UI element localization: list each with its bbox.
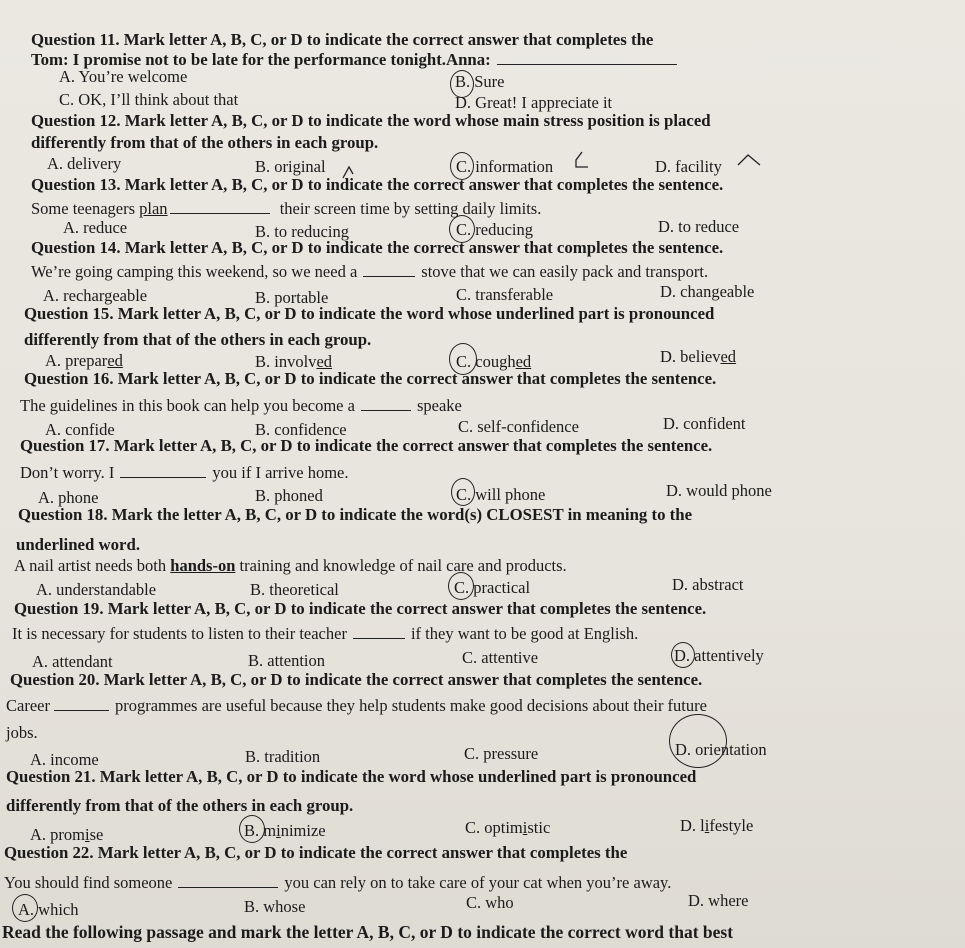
q19-header: Question 19. Mark letter A, B, C, or D to indicate the correct answer that completes the sentence. [14, 599, 707, 618]
q16-option-b[interactable]: B. confidence [255, 420, 347, 439]
q11-option-a[interactable]: A. You’re welcome [59, 67, 188, 86]
q17-option-d[interactable]: D. would phone [666, 481, 772, 500]
q17-option-a[interactable]: A. phone [38, 488, 99, 507]
q22-option-d[interactable]: D. where [688, 891, 749, 910]
q19-option-d[interactable]: D. attentively [674, 646, 764, 665]
q13-blank [170, 199, 270, 214]
q17-sentence: Don’t worry. I you if I arrive home. [20, 463, 349, 482]
q16-option-a[interactable]: A. confide [45, 420, 115, 439]
q21-option-a[interactable]: A. promise [30, 825, 104, 844]
q14-option-b[interactable]: B. portable [255, 288, 329, 307]
q20-sentence-line2: jobs. [6, 723, 38, 742]
q22-sentence: You should find someone you can rely on to take care of your cat when you’re away. [4, 873, 672, 892]
q22-option-a[interactable]: A. which [18, 900, 79, 919]
q21-option-b[interactable]: B. minimize [244, 821, 326, 840]
q21-header-line2: differently from that of the others in each group. [6, 796, 354, 815]
q16-option-c[interactable]: C. self-confidence [458, 417, 579, 436]
q11-header: Question 11. Mark letter A, B, C, or D to indicate the correct answer that completes the [31, 30, 654, 49]
q16-option-d[interactable]: D. confident [663, 414, 746, 433]
q22-header: Question 22. Mark letter A, B, C, or D to indicate the correct answer that completes the [4, 843, 628, 862]
q19-option-c[interactable]: C. attentive [462, 648, 539, 667]
q13-option-c[interactable]: C. reducing [456, 220, 533, 239]
q20-option-a[interactable]: A. income [30, 750, 99, 769]
q12-option-a[interactable]: A. delivery [47, 154, 122, 173]
q14-sentence: We’re going camping this weekend, so we need a stove that we can easily pack and transport. [31, 262, 709, 281]
q17-option-b[interactable]: B. phoned [255, 486, 323, 505]
q12-header-line1: Question 12. Mark letter A, B, C, or D to indicate the word whose main stress position is placed [31, 111, 711, 130]
q12-option-d[interactable]: D. facility [655, 157, 722, 176]
q20-header: Question 20. Mark letter A, B, C, or D to indicate the correct answer that completes the sentence. [10, 670, 703, 689]
q12-option-c[interactable]: C. information [456, 157, 554, 176]
q11-blank [497, 50, 677, 65]
q15-option-c[interactable]: C. coughed [456, 352, 532, 371]
q20-sentence: Career programmes are useful because they help students make good decisions about their future [6, 696, 707, 715]
q19-option-b[interactable]: B. attention [248, 651, 325, 670]
q19-blank [353, 624, 405, 639]
q17-header: Question 17. Mark letter A, B, C, or D to indicate the correct answer that completes the sentence. [20, 436, 713, 455]
q14-option-d[interactable]: D. changeable [660, 282, 755, 301]
q21-option-c[interactable]: C. optimistic [465, 818, 551, 837]
q12-header-line2: differently from that of the others in each group. [31, 133, 379, 152]
q20-blank [54, 696, 109, 711]
q18-header-line1: Question 18. Mark the letter A, B, C, or D to indicate the word(s) CLOSEST in meaning to the [18, 505, 693, 524]
q21-option-d[interactable]: D. lifestyle [680, 816, 754, 835]
q16-header: Question 16. Mark letter A, B, C, or D to indicate the correct answer that completes the sentence. [24, 369, 717, 388]
q13-option-a[interactable]: A. reduce [63, 218, 128, 237]
q22-option-c[interactable]: C. who [466, 893, 514, 912]
q15-option-d[interactable]: D. believed [660, 347, 737, 366]
q21-header-line1: Question 21. Mark letter A, B, C, or D to indicate the word whose underlined part is pronounced [6, 767, 697, 786]
q11-option-c[interactable]: C. OK, I’ll think about that [59, 90, 239, 109]
pen-mark-information [568, 150, 590, 170]
q15-option-b[interactable]: B. involved [255, 352, 333, 371]
q18-sentence: A nail artist needs both hands-on training and knowledge of nail care and products. [14, 556, 567, 575]
q22-option-b[interactable]: B. whose [244, 897, 306, 916]
q20-option-c[interactable]: C. pressure [464, 744, 539, 763]
q16-blank [361, 396, 411, 411]
q14-header: Question 14. Mark letter A, B, C, or D to indicate the correct answer that completes the sentence. [31, 238, 724, 257]
q12-option-b[interactable]: B. original [255, 157, 326, 176]
q11-option-d[interactable]: D. Great! I appreciate it [455, 93, 613, 112]
q19-sentence: It is necessary for students to listen to their teacher if they want to be good at English. [12, 624, 639, 643]
q15-option-a[interactable]: A. prepared [45, 351, 123, 370]
q13-header: Question 13. Mark letter A, B, C, or D to indicate the correct answer that completes the sentence. [31, 175, 724, 194]
q13-sentence: Some teenagers plan their screen time by setting daily limits. [31, 199, 542, 218]
q17-option-c[interactable]: C. will phone [456, 485, 546, 504]
q13-option-b[interactable]: B. to reducing [255, 222, 349, 241]
q17-blank [120, 463, 206, 478]
q14-option-a[interactable]: A. rechargeable [43, 286, 148, 305]
q18-header-line2: underlined word. [16, 535, 141, 554]
q14-blank [363, 262, 415, 277]
q18-option-d[interactable]: D. abstract [672, 575, 744, 594]
q15-header-line1: Question 15. Mark letter A, B, C, or D to indicate the word whose underlined part is pronounced [24, 304, 715, 323]
q16-sentence: The guidelines in this book can help you become a speake [20, 396, 462, 415]
q11-option-b[interactable]: B. Sure [455, 72, 505, 91]
q11-prompt: Tom: I promise not to be late for the performance tonight.Anna: [31, 50, 677, 70]
q19-option-a[interactable]: A. attendant [32, 652, 113, 671]
q18-option-b[interactable]: B. theoretical [250, 580, 339, 599]
pen-mark-facility [736, 153, 762, 167]
q20-option-b[interactable]: B. tradition [245, 747, 321, 766]
q15-header-line2: differently from that of the others in each group. [24, 330, 372, 349]
q18-option-a[interactable]: A. understandable [36, 580, 157, 599]
q20-option-d[interactable]: D. orientation [675, 740, 767, 759]
q14-option-c[interactable]: C. transferable [456, 285, 554, 304]
q22-blank [178, 873, 278, 888]
q18-option-c[interactable]: C. practical [454, 578, 531, 597]
passage-instruction: Read the following passage and mark the letter A, B, C, or D to indicate the correct word that best [2, 922, 734, 942]
q13-option-d[interactable]: D. to reduce [658, 217, 740, 236]
